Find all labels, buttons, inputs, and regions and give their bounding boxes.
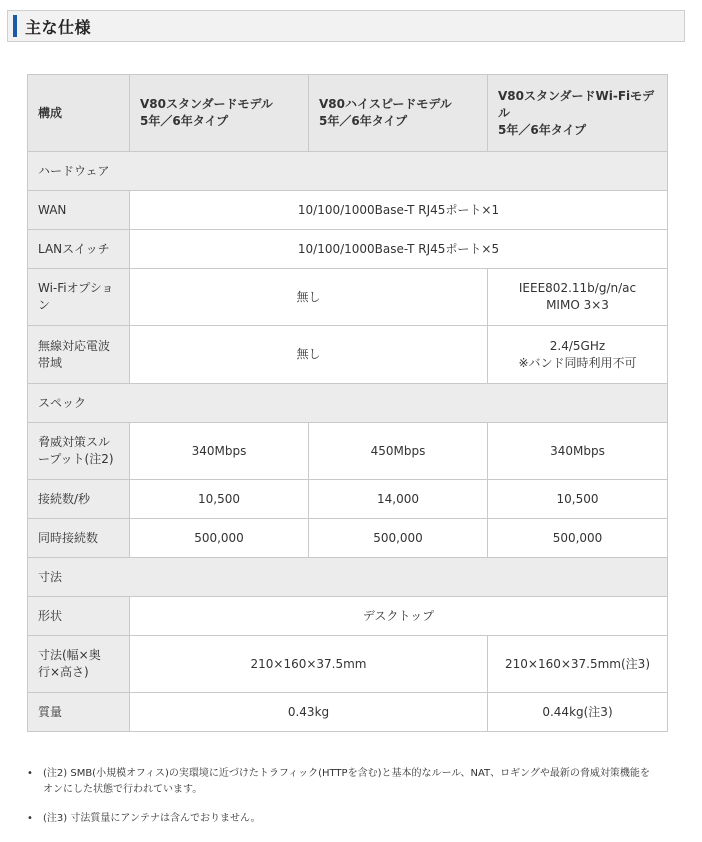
row-label	[28, 269, 130, 326]
row-value: 14,000	[309, 480, 488, 519]
row-value: 10,500	[130, 480, 309, 519]
category-row-hardware	[28, 152, 668, 191]
category-row-dimensions	[28, 558, 668, 597]
row-value: 500,000	[309, 519, 488, 558]
header-wifi-model	[488, 75, 668, 152]
row-value: 210×160×37.5mm	[130, 636, 488, 693]
row-label: 質量	[28, 693, 130, 732]
section-header	[7, 10, 685, 42]
table-row-concurrent	[28, 519, 668, 558]
table-header-row	[28, 75, 668, 152]
row-label-line: 行×高さ)	[38, 665, 89, 679]
table-row-radio-band	[28, 326, 668, 384]
table-row-wan	[28, 191, 668, 230]
table-row-shape	[28, 597, 668, 636]
footnote-text	[43, 811, 677, 827]
category-label: スペック	[28, 384, 668, 423]
row-value-wifi-model: 210×160×37.5mm(注3)	[488, 636, 668, 693]
table-row-weight	[28, 693, 668, 732]
header-model-name: V80スタンダードWi-Fiモデル	[498, 88, 655, 120]
header-model-name: V80ハイスピードモデル	[319, 97, 452, 111]
table-row-throughput	[28, 423, 668, 480]
footnote-item	[27, 811, 677, 827]
row-value-line: ※バンド同時利用不可	[518, 355, 637, 370]
row-label: 同時接続数	[28, 519, 130, 558]
row-value-wifi-model: 0.44kg(注3)	[488, 693, 668, 732]
row-label-line: Wi-Fiオプショ	[38, 281, 114, 295]
row-label-line: 脅威対策スル	[38, 435, 111, 449]
row-label-line: ープット(注2)	[38, 452, 114, 466]
footnote-line: (注2) SMB(小規模オフィス)の実環境に近づけたトラフィック(HTTPを含む)と基本的なルール、NAT、ロギングや最新の脅威対策機能を	[43, 768, 650, 779]
row-value-wifi-model	[488, 269, 668, 326]
row-value: 無し	[130, 269, 488, 326]
row-label: 接続数/秒	[28, 480, 130, 519]
row-value-line: MIMO 3×3	[546, 298, 609, 312]
row-value-line: 2.4/5GHz	[549, 338, 606, 353]
row-value-line: IEEE802.11b/g/n/ac	[518, 281, 637, 295]
bullet-icon: •	[27, 813, 33, 824]
header-model-term: 5年／6年タイプ	[319, 114, 408, 128]
table-row-size	[28, 636, 668, 693]
bullet-icon: •	[27, 768, 33, 779]
spec-table	[27, 74, 668, 732]
row-label-line: 寸法(幅×奥	[38, 648, 101, 662]
row-value-wifi-model	[488, 326, 668, 384]
table-row-cps	[28, 480, 668, 519]
row-value: 340Mbps	[130, 423, 309, 480]
row-value: 500,000	[130, 519, 309, 558]
category-label: ハードウェア	[28, 152, 668, 191]
footnote-line: (注3) 寸法質量にアンテナは含んでおりません。	[43, 813, 261, 824]
row-label-line: 帯域	[38, 355, 63, 370]
row-value: 10,500	[488, 480, 668, 519]
section-title: 主な仕様	[25, 17, 92, 37]
header-highspeed-model	[309, 75, 488, 152]
row-value: 無し	[130, 326, 488, 384]
row-label	[28, 326, 130, 384]
header-config-label: 構成	[28, 75, 130, 152]
row-value: 500,000	[488, 519, 668, 558]
row-value: 340Mbps	[488, 423, 668, 480]
row-value: 10/100/1000Base-T RJ45ポート×1	[130, 191, 668, 230]
footnote-item	[27, 766, 677, 798]
table-row-lan	[28, 230, 668, 269]
footnotes	[27, 766, 677, 840]
table-row-wifi-option	[28, 269, 668, 326]
header-model-name: V80スタンダードモデル	[140, 97, 273, 111]
header-model-term: 5年／6年タイプ	[498, 122, 587, 137]
row-label-line: ン	[38, 298, 51, 312]
header-standard-model	[130, 75, 309, 152]
header-model-term: 5年／6年タイプ	[140, 114, 229, 128]
row-label: 形状	[28, 597, 130, 636]
row-label: LANスイッチ	[28, 230, 130, 269]
category-label: 寸法	[28, 558, 668, 597]
row-value: デスクトップ	[130, 597, 668, 636]
footnote-text	[43, 766, 677, 798]
row-label	[28, 423, 130, 480]
category-row-spec	[28, 384, 668, 423]
row-value: 0.43kg	[130, 693, 488, 732]
row-label: WAN	[28, 191, 130, 230]
section-accent-bar	[13, 15, 17, 37]
row-label	[28, 636, 130, 693]
row-value: 450Mbps	[309, 423, 488, 480]
row-value: 10/100/1000Base-T RJ45ポート×5	[130, 230, 668, 269]
footnote-line: オンにした状態で行われています。	[43, 784, 203, 795]
row-label-line: 無線対応電波	[38, 338, 111, 353]
